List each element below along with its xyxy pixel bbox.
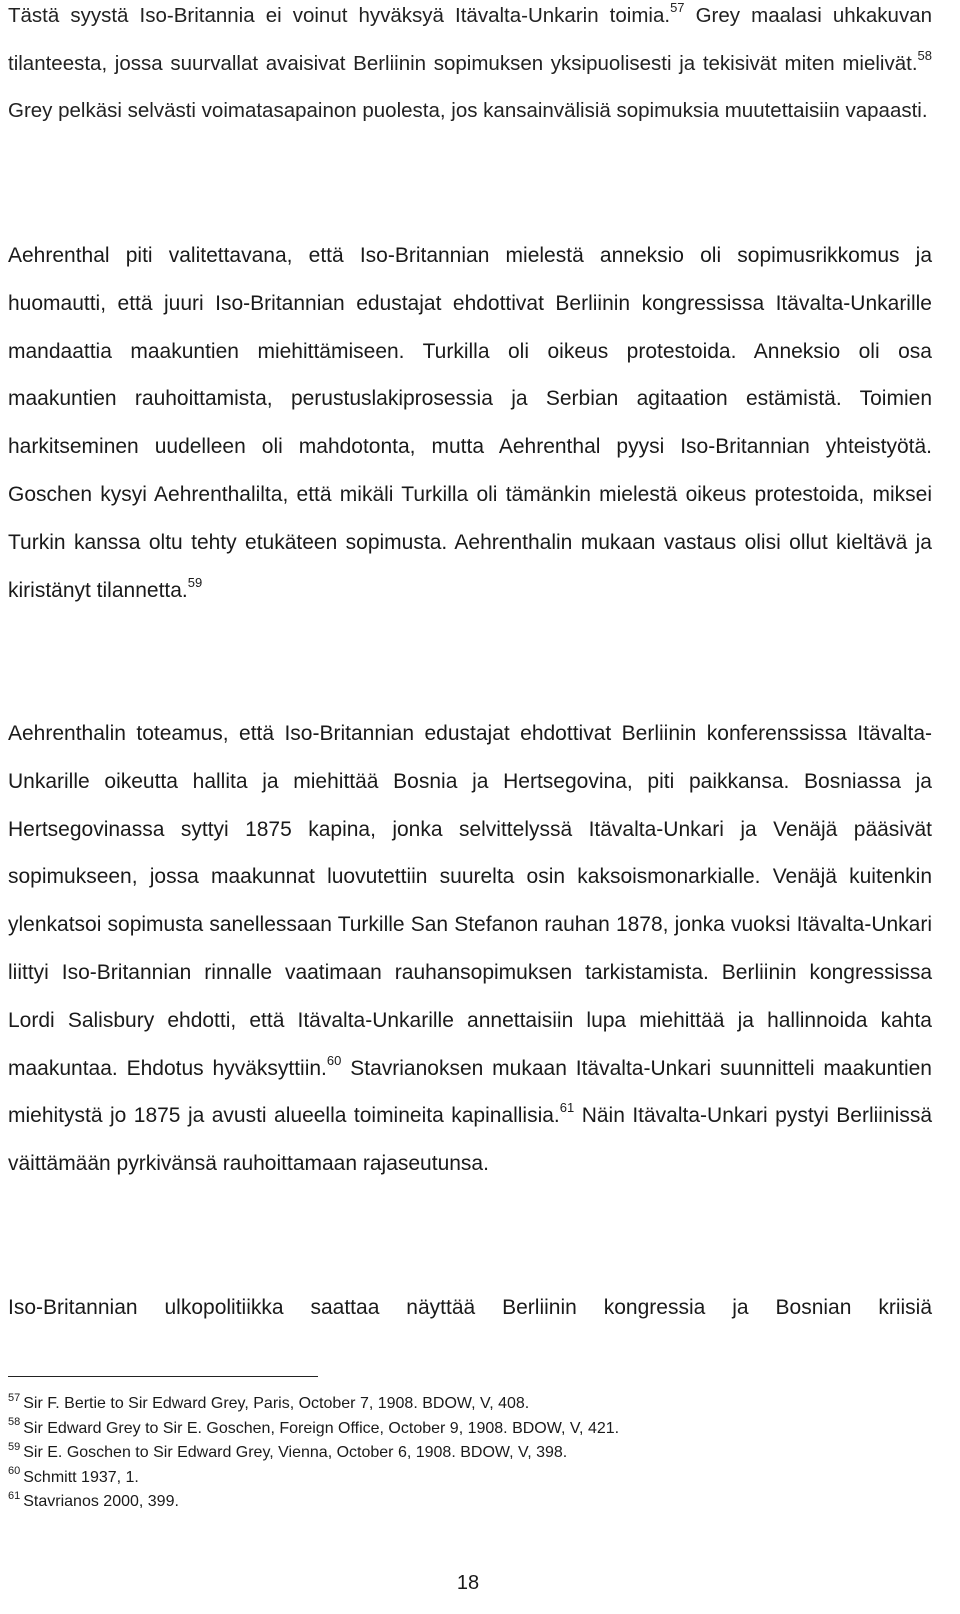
footnote-number: 61 <box>8 1490 21 1503</box>
footnote-number: 58 <box>8 1416 21 1429</box>
footnote-58 <box>8 1417 908 1442</box>
paragraph-3 <box>8 710 932 1188</box>
footnote-text: Sir E. Goschen to Sir Edward Grey, Vienna, October 6, 1908. BDOW, V, 398. <box>23 1444 568 1462</box>
paragraph-2-text-a: Aehrenthal piti valitettavana, että Iso-Britannian mielestä anneksio oli sopimusrikkomus ja huomautti, että juuri Iso-Britannian edustajat ehdottivat Berliinin kongressissa Itävalta-Unkarille mandaattia maakuntien miehittämiseen. Turkilla oli oikeus protestoida. Anneksio oli osa maakuntien rauhoittamista, perustuslakiprosessia ja Serbian agitaation estämistä. Toimien harkitseminen uudelleen oli mahdotonta, mutta Aehrenthal pyysi Iso-Britannian yhteistyötä. Goschen kysyi Aehrenthalilta, että mikäli Turkilla oli tämänkin mielestä oikeus protestoida, miksei Turkin kanssa oltu tehty etukäteen sopimusta. Aehrenthalin mukaan vastaus olisi ollut kieltävä ja kiristänyt tilannetta. <box>8 244 932 602</box>
footnote-ref-59[interactable]: 59 <box>187 574 203 590</box>
footnote-text: Schmitt 1937, 1. <box>23 1468 139 1486</box>
paragraph-1-text-c: Grey pelkäsi selvästi voimatasapainon puolesta, jos kansainvälisiä sopimuksia muutettaisiin vapaasti. <box>8 99 928 122</box>
footnote-61 <box>8 1490 908 1515</box>
footnote-text: Stavrianos 2000, 399. <box>23 1493 179 1511</box>
footnote-list <box>8 1392 908 1515</box>
page-number: 18 <box>456 1572 480 1594</box>
paragraph-3-text-b: Stavrianoksen mukaan Itävalta-Unkari suunnitteli maakuntien miehitystä jo 1875 ja avusti alueella toimineita kapinallisia. <box>8 1056 932 1128</box>
paragraph-1 <box>8 0 932 135</box>
footnote-ref-57[interactable]: 57 <box>670 0 685 16</box>
paragraph-4 <box>8 1284 932 1332</box>
footnote-59 <box>8 1441 908 1466</box>
paragraph-2 <box>8 232 932 614</box>
footnote-ref-60[interactable]: 60 <box>326 1052 342 1068</box>
paragraph-1-text-a: Tästä syystä Iso-Britannia ei voinut hyväksyä Itävalta-Unkarin toimia. <box>8 4 671 27</box>
footnote-number: 59 <box>8 1440 21 1453</box>
paragraph-4-text-a: Iso-Britannian ulkopolitiikka saattaa näyttää Berliinin kongressia ja Bosnian kriisiä <box>8 1296 932 1319</box>
paragraph-3-text-a: Aehrenthalin toteamus, että Iso-Britannian edustajat ehdottivat Berliinin konferenssissa Itävalta-Unkarille oikeutta hallita ja miehittää Bosnia ja Hertsegovina, piti paikkansa. Bosniassa ja Hertsegovinassa syttyi 1875 kapina, jonka selvittelyssä Itävalta-Unkari ja Venäjä pääsivät sopimukseen, jossa maakunnat luovutettiin suurelta osin kaksoismonarkialle. Venäjä kuitenkin ylenkatsoi sopimusta sanellessaan Turkille San Stefanon rauhan 1878, jonka vuoksi Itävalta-Unkari liittyi Iso-Britannian rinnalle vaatimaan rauhansopimuksen tarkistamista. Berliinin kongressissa Lordi Salisbury ehdotti, että Itävalta-Unkarille annettaisiin lupa miehittää ja hallinnoida kahta maakuntaa. Ehdotus hyväksyttiin. <box>8 722 932 1080</box>
footnote-text: Sir F. Bertie to Sir Edward Grey, Paris, October 7, 1908. BDOW, V, 408. <box>23 1395 530 1412</box>
paragraph-3-text-c: Näin Itävalta-Unkari pystyi Berliinissä väittämään pyrkivänsä rauhoittamaan rajaseutunsa. <box>8 1104 932 1176</box>
paragraph-1-text-b: Grey maalasi uhkakuvan tilanteesta, jossa suurvallat avaisivat Berliinin sopimuksen yksipuolisesti ja tekisivät miten mielivät. <box>8 4 932 75</box>
footnote-text: Sir Edward Grey to Sir E. Goschen, Foreign Office, October 9, 1908. BDOW, V, 421. <box>23 1419 620 1437</box>
footnote-60 <box>8 1466 908 1491</box>
footnote-ref-58[interactable]: 58 <box>917 47 932 63</box>
footnote-ref-61[interactable]: 61 <box>559 1100 575 1116</box>
footnote-number: 57 <box>8 1391 21 1404</box>
footnote-57 <box>8 1392 908 1417</box>
footnote-number: 60 <box>8 1465 21 1478</box>
footnote-separator <box>8 1376 318 1377</box>
